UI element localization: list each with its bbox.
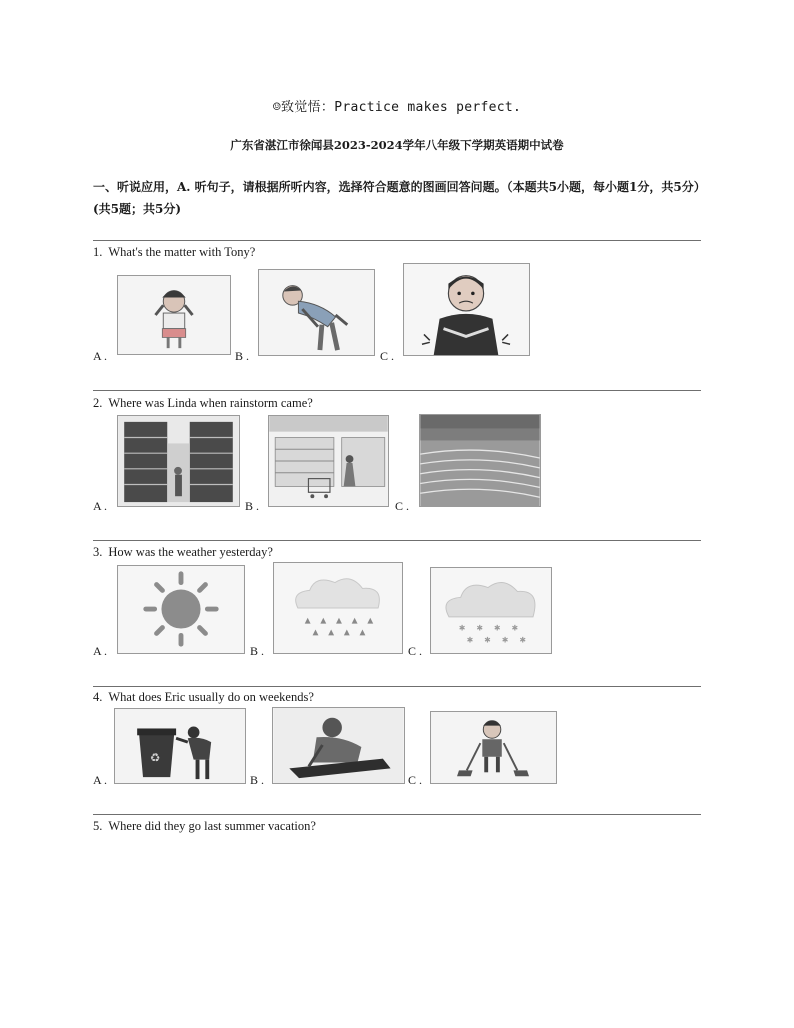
boy-stomachache-picture[interactable] xyxy=(403,263,530,356)
svg-text:✱: ✱ xyxy=(493,623,501,633)
option-4c-label[interactable]: C . xyxy=(408,773,423,787)
option-2b-label[interactable]: B . xyxy=(245,499,260,513)
option-4b-label[interactable]: B . xyxy=(250,773,265,787)
question-2 xyxy=(93,396,313,411)
supermarket-picture[interactable] xyxy=(268,415,389,507)
taking-out-rubbish-picture[interactable] xyxy=(114,708,246,784)
question-number: 1. xyxy=(93,245,103,259)
question-text: What does Eric usually do on weekends? xyxy=(108,690,314,704)
motto-line: ☺致觉悟：Practice makes perfect. xyxy=(272,100,522,115)
cleaning-floor-picture[interactable] xyxy=(272,707,405,784)
question-3 xyxy=(93,545,273,560)
rainy-picture[interactable] xyxy=(273,562,403,654)
playground-track-picture[interactable] xyxy=(419,414,541,507)
svg-text:✱: ✱ xyxy=(466,635,474,645)
exam-title: 广东省湛江市徐闻县2023-2024学年八年级下学期英语期中试卷 xyxy=(230,138,564,152)
option-4a-label[interactable]: A . xyxy=(93,773,108,787)
divider xyxy=(93,240,701,241)
svg-text:✱: ✱ xyxy=(458,623,466,633)
divider xyxy=(93,814,701,815)
question-text: How was the weather yesterday? xyxy=(108,545,273,559)
question-1 xyxy=(93,245,255,260)
svg-text:✱: ✱ xyxy=(511,623,519,633)
option-3c-label[interactable]: C . xyxy=(408,644,423,658)
divider xyxy=(93,390,701,391)
library-picture[interactable] xyxy=(117,415,240,507)
section-instructions: 一、听说应用，A. 听句子，请根据所听内容，选择符合题意的图画回答问题。（本题共5小题，每小题1分，共5分）(共5题；共5分) xyxy=(93,180,700,216)
divider xyxy=(93,540,701,541)
svg-text:✱: ✱ xyxy=(519,635,526,645)
snowy-picture[interactable] xyxy=(430,567,552,654)
option-3a-label[interactable]: A . xyxy=(93,644,108,658)
question-number: 4. xyxy=(93,690,103,704)
option-2c-label[interactable]: C . xyxy=(395,499,410,513)
option-1c-label[interactable]: C . xyxy=(380,349,395,363)
svg-text:♻: ♻ xyxy=(149,750,161,765)
question-number: 3. xyxy=(93,545,103,559)
question-5 xyxy=(93,819,316,834)
svg-text:✱: ✱ xyxy=(484,635,491,645)
sweeping-floor-picture[interactable] xyxy=(430,711,557,784)
divider xyxy=(93,686,701,687)
svg-text:✱: ✱ xyxy=(501,635,509,645)
option-2a-label[interactable]: A . xyxy=(93,499,108,513)
question-text: Where did they go last summer vacation? xyxy=(108,819,316,833)
question-4 xyxy=(93,690,314,705)
option-1b-label[interactable]: B . xyxy=(235,349,250,363)
question-number: 2. xyxy=(93,396,103,410)
option-1a-label[interactable]: A . xyxy=(93,349,108,363)
question-text: What's the matter with Tony? xyxy=(108,245,256,259)
question-number: 5. xyxy=(93,819,103,833)
question-text: Where was Linda when rainstorm came? xyxy=(108,396,313,410)
girl-holding-head-picture[interactable] xyxy=(117,275,231,355)
svg-text:✱: ✱ xyxy=(476,623,483,633)
option-3b-label[interactable]: B . xyxy=(250,644,265,658)
boy-holding-back-picture[interactable] xyxy=(258,269,375,356)
sunny-picture[interactable] xyxy=(117,565,245,654)
